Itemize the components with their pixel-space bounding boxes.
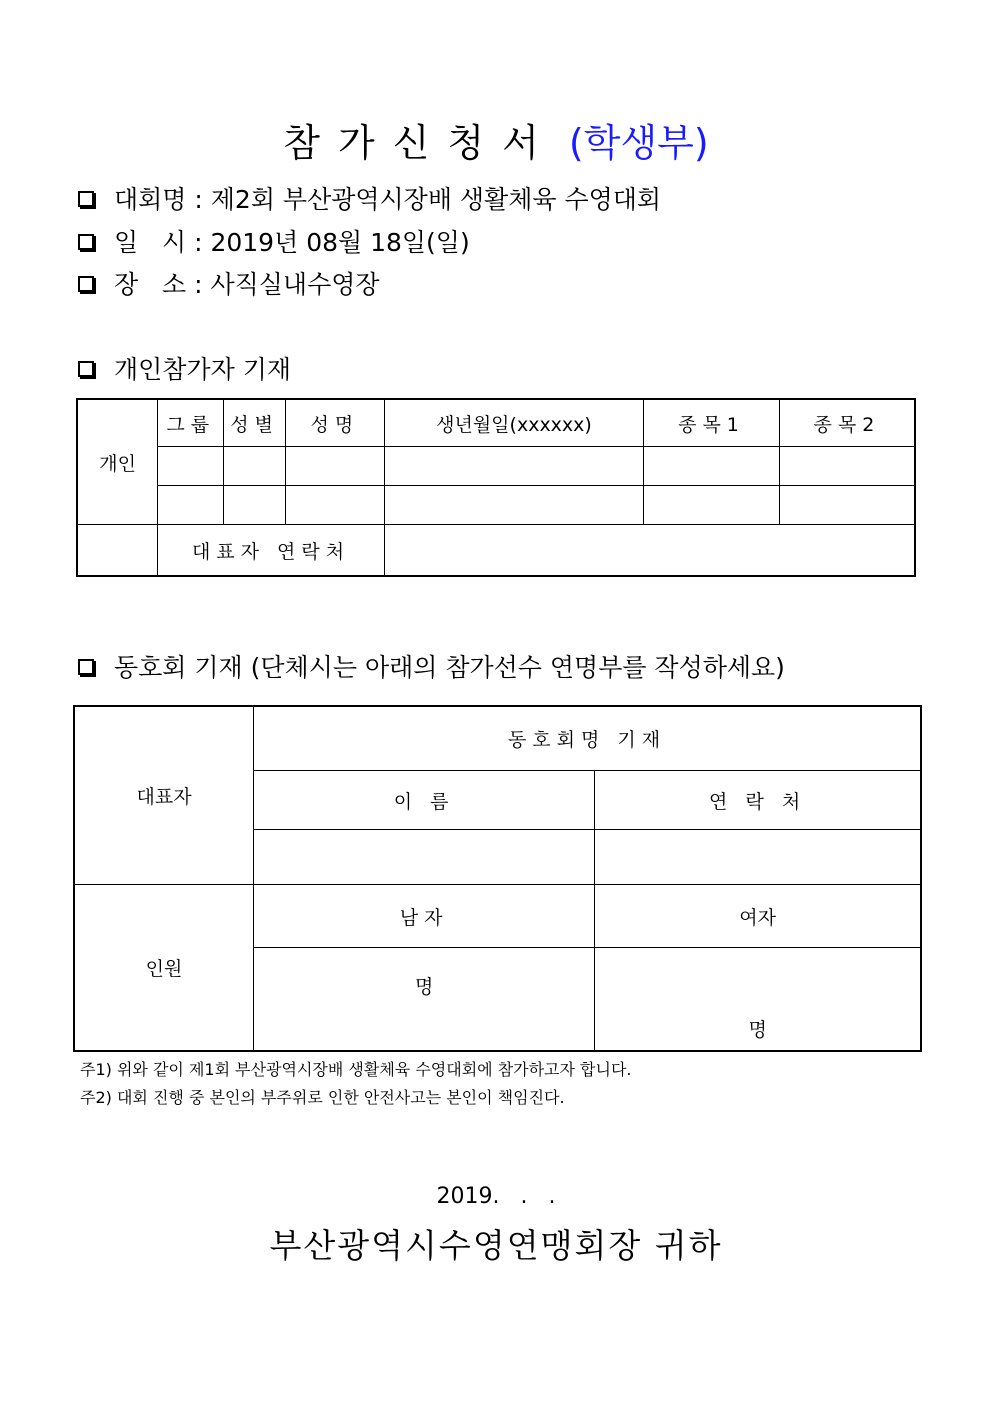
input-cell[interactable] (158, 447, 224, 486)
male-unit: 명 (414, 976, 434, 998)
date-line: 2019. . . (436, 1184, 556, 1209)
rep-name-input[interactable] (254, 830, 595, 885)
female-unit: 명 (748, 1019, 767, 1041)
info-venue-label: 장 소 (114, 270, 187, 299)
checkbox-icon (78, 191, 94, 207)
rep-label: 대표자 (74, 706, 254, 885)
contact-label: 연 락 처 (595, 771, 921, 830)
name-label: 이 름 (254, 771, 595, 830)
empty-cell (77, 525, 158, 577)
input-cell[interactable] (644, 486, 780, 525)
contact-label: 대표자 연락처 (158, 525, 384, 577)
title-main: 참가신청서 (283, 121, 557, 165)
note-1: 주1) 위와 같이 제1회 부산광역시장배 생활체육 수영대회에 참가하고자 합니다. (80, 1060, 632, 1079)
input-cell[interactable] (224, 486, 286, 525)
input-cell[interactable] (224, 447, 286, 486)
input-cell[interactable] (779, 486, 915, 525)
checkbox-icon (78, 659, 94, 675)
male-label: 남자 (254, 885, 595, 948)
info-venue-value: 사직실내수영장 (210, 270, 380, 299)
individual-heading (78, 350, 291, 386)
input-cell[interactable] (384, 486, 643, 525)
female-label: 여자 (595, 885, 921, 948)
club-name-label: 동호회명 기재 (254, 706, 921, 771)
male-count-input[interactable] (254, 948, 595, 1052)
checkbox-icon (78, 234, 94, 250)
club-heading (78, 648, 785, 684)
header-birthdate: 생년월일(xxxxxx) (384, 399, 643, 447)
contact-input[interactable] (384, 525, 915, 577)
table-row (77, 447, 915, 486)
info-venue: 장 소 : 사직실내수영장 (78, 265, 380, 301)
info-date-value: 2019년 08월 18일(일) (210, 228, 470, 257)
input-cell[interactable] (286, 447, 385, 486)
rep-contact-input[interactable] (595, 830, 921, 885)
header-gender: 성별 (224, 399, 286, 447)
header-name: 성명 (286, 399, 385, 447)
checkbox-icon (78, 276, 94, 292)
addressee: 부산광역시수영연맹회장 귀하 (269, 1226, 723, 1265)
title-sub: (학생부) (568, 121, 709, 165)
header-group: 그룹 (158, 399, 224, 447)
header-event2: 종목2 (779, 399, 915, 447)
info-event-value: 제2회 부산광역시장배 생활체육 수영대회 (210, 185, 662, 214)
info-date: 일 시 : 2019년 08월 18일(일) (78, 223, 470, 259)
checkbox-icon (78, 361, 94, 377)
individual-heading-text: 개인참가자 기재 (114, 355, 291, 384)
input-cell[interactable] (384, 447, 643, 486)
individual-row-label: 개인 (77, 399, 158, 525)
input-cell[interactable] (644, 447, 780, 486)
form-title (0, 112, 992, 167)
header-event1: 종목1 (644, 399, 780, 447)
note-2: 주2) 대회 진행 중 본인의 부주위로 인한 안전사고는 본인이 책임진다. (80, 1088, 565, 1107)
table-row (77, 486, 915, 525)
members-label: 인원 (74, 885, 254, 1052)
info-date-label: 일 시 (114, 228, 187, 257)
info-event-label: 대회명 (114, 185, 187, 214)
info-event: 대회명 : 제2회 부산광역시장배 생활체육 수영대회 (78, 180, 661, 216)
club-table (73, 705, 922, 1052)
club-heading-text: 동호회 기재 (단체시는 아래의 참가선수 연명부를 작성하세요) (114, 653, 785, 682)
input-cell[interactable] (779, 447, 915, 486)
input-cell[interactable] (286, 486, 385, 525)
input-cell[interactable] (158, 486, 224, 525)
female-count-input[interactable] (595, 948, 921, 1052)
individual-table (76, 398, 916, 577)
